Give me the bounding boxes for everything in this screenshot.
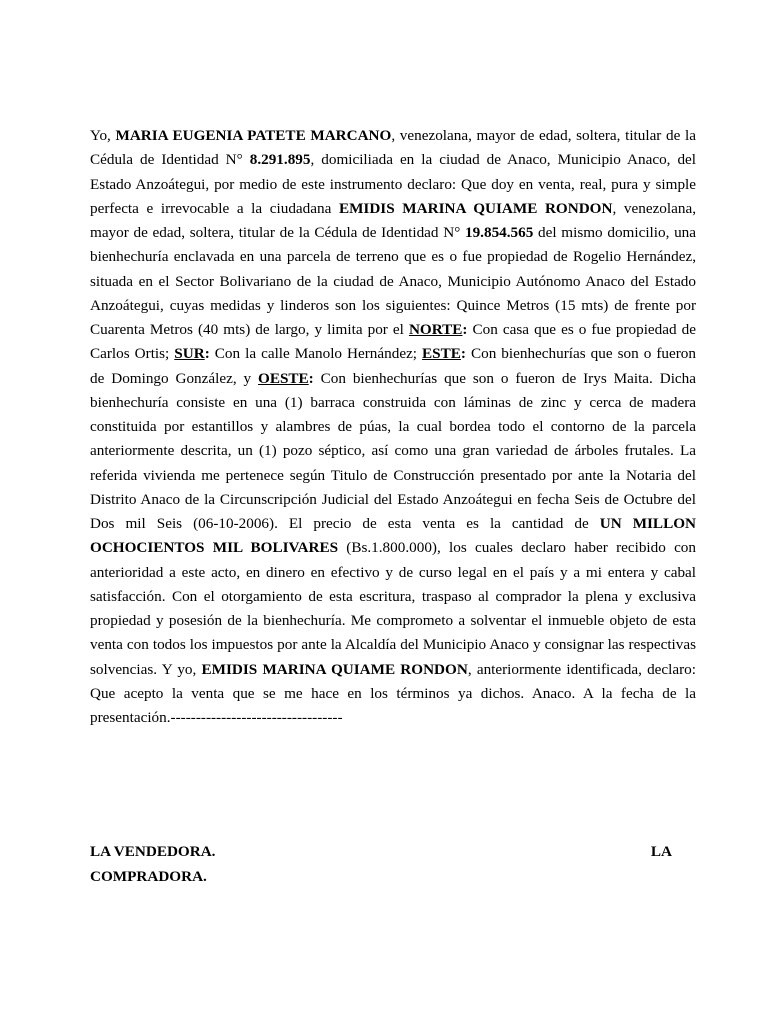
body-segment: 8.291.895 [249, 151, 311, 169]
body-segment: Con bienhechurías que son o fueron de Domingo González, y [90, 345, 696, 387]
body-segment: Con la calle Manolo Hernández; [209, 345, 423, 363]
signature-block [90, 840, 672, 889]
body-segment: , domiciliada en la ciudad de Anaco, Municipio Anaco, del Estado Anzoátegui, por medio de este instrumento declaro: Que doy en venta, real, pura y simple perfecta e irrevocable a la ciudadana [90, 151, 697, 217]
body-segment: : [460, 345, 466, 363]
body-segment: NORTE [408, 321, 463, 338]
body-segment: (Bs.1.800.000), los cuales declaro haber recibido con anterioridad a este acto, en dinero en efectivo y de curso legal en el país y a mi entera y cabal satisfacción. Con el otorgamiento de esta escritura, traspaso al comprador la plena y exclusiva propiedad y posesión de la bienhechuría. Me comprometo a solventar el inmueble objeto de esta venta con todos los impuestos por ante la Alcaldía del Municipio Anaco y consignar las respectivas solvencias. Y yo, [90, 539, 696, 678]
seller-signature-label: LA VENDEDORA. [90, 843, 216, 860]
contract-body [90, 124, 696, 730]
body-segment: SUR [174, 345, 205, 363]
body-segment: , anteriormente identificada, declaro: Que acepto la venta que se me hace en los términos ya dichos. Anaco. A la fecha de la presentación.---------------------------------- [90, 660, 696, 726]
buyer-signature-label-part2: COMPRADORA. [90, 867, 207, 885]
body-segment: EMIDIS MARINA QUIAME RONDON [338, 199, 613, 217]
body-segment: Con casa que es o fue propiedad de Carlos Ortis; [90, 321, 696, 363]
body-segment: OESTE [258, 369, 309, 387]
body-segment: Yo, [90, 127, 116, 144]
body-segment: MARIA EUGENIA PATETE MARCANO [115, 127, 392, 144]
body-segment: EMIDIS MARINA QUIAME RONDON [201, 660, 468, 678]
body-segment: 19.854.565 [464, 224, 534, 241]
body-segment: : [204, 345, 210, 363]
body-segment: del mismo domicilio, una bienhechuría enclavada en una parcela de terreno que es o fue propiedad de Rogelio Hernández, situada en el Sector Bolivariano de la ciudad de Anaco, Municipio Autónomo Anaco del Estado Anzoátegui, cuyas medidas y linderos son los siguientes: Quince Metros (15 mts) de frente por Cuarenta Metros (40 mts) de largo, y limita por el [90, 224, 697, 338]
body-segment: ESTE [422, 345, 461, 363]
buyer-signature-label-part1: LA [650, 843, 672, 860]
body-segment: , venezolana, mayor de edad, soltera, titular de la Cédula de Identidad N° [90, 199, 696, 241]
body-segment: : [308, 369, 314, 387]
body-segment: , venezolana, mayor de edad, soltera, titular de la Cédula de Identidad N° [90, 127, 696, 169]
body-segment: : [462, 321, 468, 338]
body-segment: Con bienhechurías que son o fueron de Irys Maita. Dicha bienhechuría consiste en una (1) barraca construida con láminas de zinc y cerca de madera constituida por estantillos y alambres de púas, la cual bordea todo el contorno de la parcela anteriormente descrita, un (1) pozo séptico, así como una gran variedad de árboles frutales. La referida vivienda me pertenece según Titulo de Construcción presentado por ante la Notaria del Distrito Anaco de la Circunscripción Judicial del Estado Anzoátegui en fecha Seis de Octubre del Dos mil Seis (06-10-2006). El precio de esta venta es la cantidad de [90, 369, 696, 532]
body-segment: UN MILLON OCHOCIENTOS MIL BOLIVARES [90, 515, 696, 557]
